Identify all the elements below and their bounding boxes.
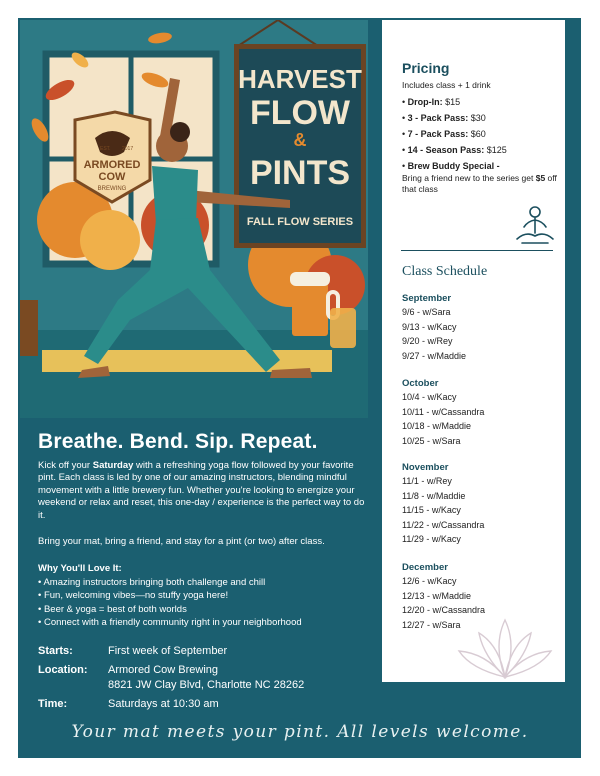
yoga-scene-illustration	[20, 20, 368, 418]
bring-paragraph: Bring your mat, bring a friend, and stay for a pint (or two) after class.	[38, 536, 325, 547]
time-value: Saturdays at 10:30 am	[108, 698, 219, 710]
class-date: 11/8 - w/Maddie	[402, 490, 466, 501]
class-date: 9/27 - w/Maddie	[402, 350, 467, 361]
starts-value: First week of September	[108, 645, 228, 657]
intro-emphasis: Saturday	[92, 460, 134, 471]
buddy-discount: $5	[535, 173, 546, 183]
price-item: • 7 - Pack Pass: $60	[402, 129, 486, 139]
price-label: Brew Buddy Special -	[407, 161, 500, 171]
class-date: 9/6 - w/Sara	[402, 307, 451, 317]
price-label: 7 - Pack Pass:	[407, 129, 469, 139]
meditation-icon	[512, 205, 558, 254]
why-list	[38, 576, 368, 630]
schedule-title: Class Schedule	[402, 264, 488, 279]
headline: Breathe. Bend. Sip. Repeat.	[38, 430, 318, 453]
month-name: October	[402, 378, 439, 389]
logo-top: ARMORED	[83, 159, 141, 171]
why-item: • Fun, welcoming vibes—no stuffy yoga here!	[38, 590, 229, 602]
intro-paragraph	[38, 460, 368, 522]
starts-label: Starts:	[38, 645, 73, 657]
price-item: • 3 - Pack Pass: $30	[402, 113, 486, 123]
class-date: 11/15 - w/Kacy	[402, 505, 461, 515]
brew-buddy-note	[402, 173, 560, 195]
location-name: Armored Cow Brewing	[108, 664, 219, 676]
why-title: Why You'll Love It:	[38, 563, 122, 574]
class-date: 11/1 - w/Rey	[402, 476, 452, 486]
month-september	[402, 292, 552, 363]
why-item: • Beer & yoga = best of both worlds	[38, 603, 187, 615]
class-date: 10/4 - w/Kacy	[402, 392, 457, 402]
why-item-text: Amazing instructors bringing both challenge and chill	[43, 577, 266, 588]
price-value: $125	[486, 145, 507, 155]
month-november	[402, 461, 552, 547]
class-date: 11/22 - w/Cassandra	[402, 519, 485, 530]
price-label: 3 - Pack Pass:	[407, 113, 469, 123]
class-date: 9/13 - w/Kacy	[402, 321, 457, 332]
logo-year: 2017	[122, 146, 134, 152]
class-date: 12/6 - w/Kacy	[402, 576, 457, 586]
why-item: • Amazing instructors bringing both challenge and chill	[38, 577, 266, 588]
time-label: Time:	[38, 698, 68, 710]
month-name: December	[402, 562, 448, 573]
intro-text: Kick off your	[38, 460, 93, 471]
sign-subtitle: FALL FLOW SERIES	[246, 216, 354, 228]
logo-bottom: BREWING	[97, 186, 127, 192]
price-value: $60	[470, 129, 486, 139]
price-value: $30	[470, 113, 486, 123]
intro-text: with a refreshing yoga flow followed by your favorite pint. Each class is led by one of our amazing instructors, blending mindful movement with a little brewery fun. Whether you're looking to energize your weekend or relax and reset, this one-day / experience is the perfect way to do it.	[38, 460, 365, 521]
logo-middle: COW	[98, 171, 126, 183]
class-date: 12/27 - w/Sara	[402, 619, 461, 630]
price-label: Drop-In:	[407, 97, 443, 107]
location-address: 8821 JW Clay Blvd, Charlotte NC 28262	[108, 679, 305, 691]
logo-est: EST.	[100, 146, 111, 152]
why-item-text: Fun, welcoming vibes—no stuffy yoga here!	[43, 590, 229, 602]
tagline: Your mat meets your pint. All levels welcome.	[71, 722, 529, 742]
month-name: November	[402, 462, 449, 473]
section-divider	[401, 250, 553, 251]
price-item: • Drop-In: $15	[402, 97, 461, 107]
why-item-text: Connect with a friendly community right in your neighborhood	[43, 617, 302, 629]
pricing-subtitle: Includes class + 1 drink	[402, 80, 491, 90]
hero-illustration	[20, 20, 368, 418]
why-item: • Connect with a friendly community right in your neighborhood	[38, 617, 302, 629]
class-date: 9/20 - w/Rey	[402, 336, 453, 346]
month-october	[402, 377, 552, 448]
sign-line-1: HARVEST	[238, 64, 362, 94]
sign-line-3: PINTS	[249, 154, 351, 192]
class-date: 10/25 - w/Sara	[402, 435, 461, 446]
month-name: September	[402, 293, 452, 304]
class-date: 12/13 - w/Maddie	[402, 590, 472, 601]
class-date: 11/29 - w/Kacy	[402, 534, 461, 544]
price-list	[402, 97, 560, 195]
sign-line-2: FLOW	[249, 94, 351, 132]
why-item-text: Beer & yoga = best of both worlds	[43, 603, 187, 615]
class-date: 10/18 - w/Maddie	[402, 421, 472, 431]
price-item: • 14 - Season Pass: $125	[402, 145, 507, 155]
buddy-note-text: Bring a friend new to the series get	[402, 173, 536, 183]
sign-ampersand: &	[293, 130, 307, 150]
price-label: 14 - Season Pass:	[407, 145, 485, 155]
class-date: 10/11 - w/Cassandra	[402, 406, 485, 417]
class-date: 12/20 - w/Cassandra	[402, 605, 486, 615]
price-value: $15	[445, 97, 461, 107]
price-item: • Brew Buddy Special -	[402, 161, 500, 171]
buddy-note-text: off that class	[402, 173, 557, 194]
location-label: Location:	[38, 664, 88, 676]
pricing-title: Pricing	[402, 60, 450, 76]
lotus-icon	[455, 615, 555, 690]
